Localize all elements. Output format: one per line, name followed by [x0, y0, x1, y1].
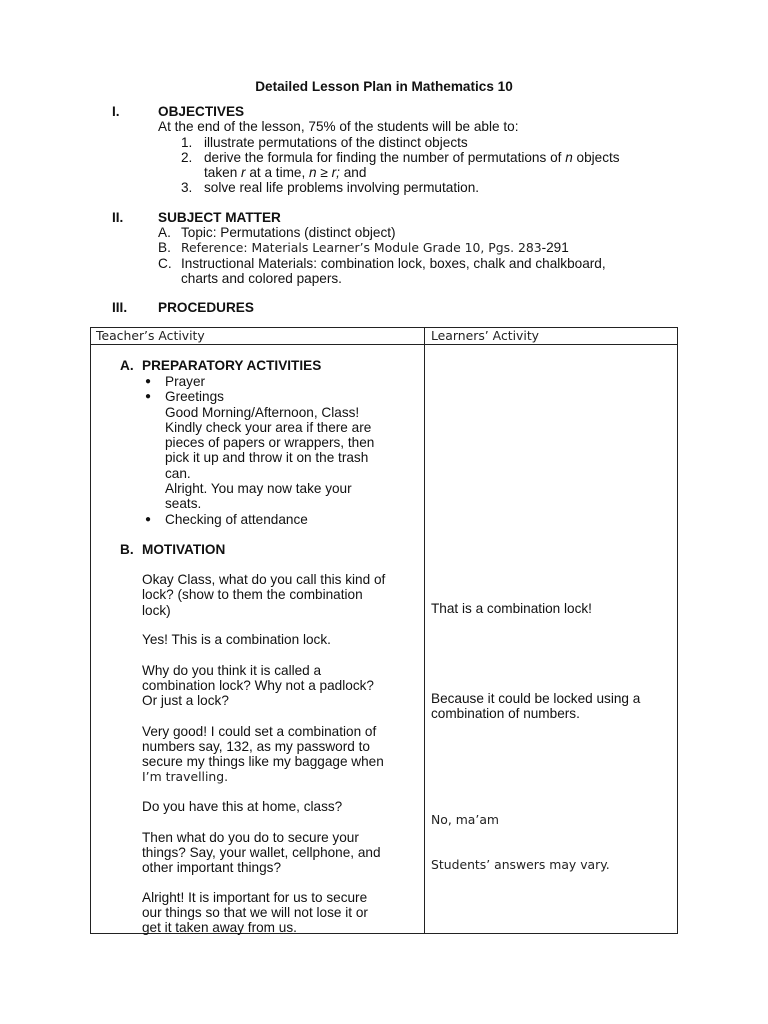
- section-numeral-3: III.: [112, 300, 128, 315]
- teacher-line: I’m travelling.: [142, 769, 229, 784]
- teacher-line: lock? (show to them the combination: [142, 587, 363, 602]
- learner-line: Because it could be locked using a: [431, 691, 641, 706]
- subject-item-letter: C.: [158, 256, 172, 271]
- learner-line: Students’ answers may vary.: [431, 857, 610, 872]
- objectives-intro: At the end of the lesson, 75% of the students will be able to:: [158, 119, 519, 134]
- objective-num: 3.: [181, 180, 193, 195]
- subject-item-text: Reference: Materials Learner’s Module Grade 10, Pgs. 283-291: [181, 240, 569, 255]
- subject-matter-heading: SUBJECT MATTER: [158, 210, 281, 225]
- subject-item-text-continued: charts and colored papers.: [181, 271, 342, 286]
- greeting-line: pick it up and throw it on the trash: [165, 450, 369, 465]
- subject-item-text: Instructional Materials: combination lock, boxes, chalk and chalkboard,: [181, 256, 606, 271]
- teacher-line: Then what do you do to secure your: [142, 830, 359, 845]
- objective-num: 1.: [181, 135, 193, 150]
- greeting-line: can.: [165, 466, 191, 481]
- teacher-line: Do you have this at home, class?: [142, 799, 343, 814]
- objective-text: solve real life problems involving permutation.: [204, 180, 480, 195]
- objective-text: illustrate permutations of the distinct objects: [204, 135, 468, 150]
- subject-item-letter: A.: [158, 225, 171, 240]
- teacher-line: Okay Class, what do you call this kind of: [142, 572, 386, 587]
- page-title: Detailed Lesson Plan in Mathematics 10: [255, 79, 513, 94]
- preparatory-bullet: Greetings: [165, 389, 224, 404]
- teacher-line: things? Say, your wallet, cellphone, and: [142, 845, 381, 860]
- teacher-line: numbers say, 132, as my password to: [142, 739, 370, 754]
- preparatory-heading: PREPARATORY ACTIVITIES: [142, 358, 322, 373]
- greeting-line: Alright. You may now take your: [165, 481, 352, 496]
- greeting-line: pieces of papers or wrappers, then: [165, 435, 375, 450]
- subject-item-text: Topic: Permutations (distinct object): [181, 225, 396, 240]
- section-numeral-2: II.: [112, 210, 124, 225]
- motivation-letter: B.: [120, 542, 134, 557]
- learner-line: No, ma’am: [431, 812, 499, 827]
- column-header-learner: Learners’ Activity: [431, 328, 540, 343]
- header-divider: [91, 344, 677, 345]
- column-divider: [424, 328, 425, 933]
- preparatory-letter: A.: [120, 358, 134, 373]
- teacher-line: other important things?: [142, 860, 282, 875]
- learner-line: combination of numbers.: [431, 706, 580, 721]
- teacher-line: Why do you think it is called a: [142, 663, 322, 678]
- bullet-icon: ●: [145, 376, 152, 387]
- preparatory-bullet: Prayer: [165, 374, 206, 389]
- bullet-icon: ●: [145, 391, 152, 402]
- preparatory-bullet: Checking of attendance: [165, 512, 308, 527]
- teacher-line: Alright! It is important for us to secure: [142, 890, 368, 905]
- subject-item-letter: B.: [158, 240, 171, 255]
- objectives-heading: OBJECTIVES: [158, 104, 245, 119]
- learner-line: That is a combination lock!: [431, 601, 592, 616]
- teacher-line: our things so that we will not lose it or: [142, 905, 368, 920]
- teacher-line: Yes! This is a combination lock.: [142, 632, 331, 647]
- motivation-heading: MOTIVATION: [142, 542, 226, 557]
- greeting-line: Good Morning/Afternoon, Class!: [165, 405, 360, 420]
- bullet-icon: ●: [145, 514, 152, 525]
- greeting-line: seats.: [165, 496, 202, 511]
- teacher-line: Very good! I could set a combination of: [142, 724, 377, 739]
- procedures-table: [90, 327, 678, 934]
- teacher-line: combination lock? Why not a padlock?: [142, 678, 374, 693]
- section-numeral-1: I.: [112, 104, 120, 119]
- teacher-line: lock): [142, 603, 171, 618]
- column-header-teacher: Teacher’s Activity: [96, 328, 205, 343]
- greeting-line: Kindly check your area if there are: [165, 420, 372, 435]
- objective-num: 2.: [181, 150, 193, 165]
- objective-text: derive the formula for finding the number of permutations of n objects: [204, 150, 620, 165]
- teacher-line: Or just a lock?: [142, 693, 229, 708]
- teacher-line: secure my things like my baggage when: [142, 754, 384, 769]
- procedures-heading: PROCEDURES: [158, 300, 254, 315]
- teacher-line: get it taken away from us.: [142, 920, 297, 935]
- objective-text-continued: taken r at a time, n ≥ r; and: [204, 165, 367, 180]
